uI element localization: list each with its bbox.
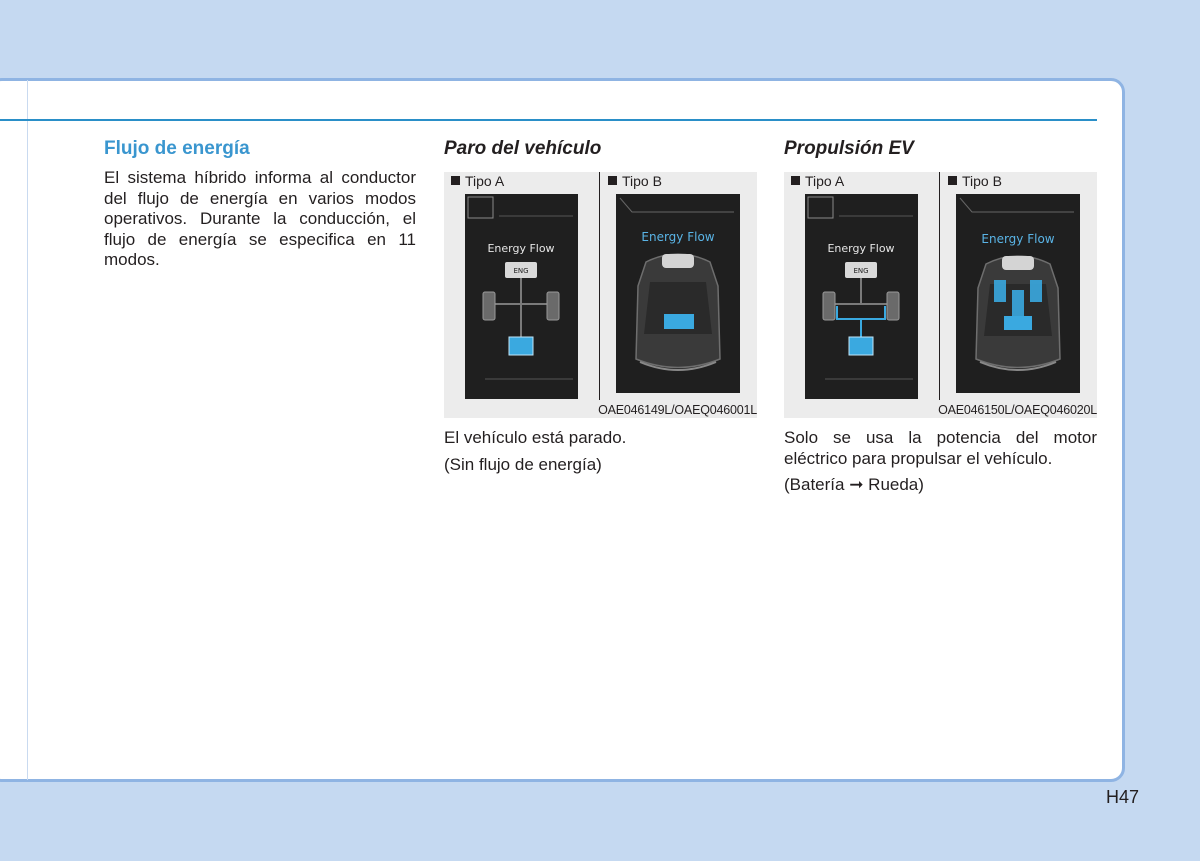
svg-text:ENG: ENG	[853, 267, 869, 275]
ev-propulsion-figure	[784, 172, 1097, 418]
energy-flow-screen-type-a	[805, 194, 918, 399]
screen-title: Energy Flow	[981, 232, 1055, 246]
type-b-label: Tipo B	[948, 173, 1002, 189]
battery-icon	[849, 337, 873, 355]
energy-flow-screen-type-b	[616, 194, 740, 393]
engine-icon	[662, 254, 694, 268]
image-code: OAE046149L/OAEQ046001L	[598, 403, 757, 417]
ev-propulsion-section	[784, 138, 1097, 496]
energy-flow-screen-type-b	[956, 194, 1080, 393]
intro-paragraph: El sistema híbrido informa al conductor del flujo de energía en varios modos operativos. Durante la conducción, el flujo de energía se especifica en 11 modos.	[104, 168, 416, 269]
screen-title: Energy Flow	[827, 242, 895, 255]
type-a-label: Tipo A	[451, 173, 504, 189]
screen-title: Energy Flow	[487, 242, 555, 255]
wheel-left-icon	[483, 292, 495, 320]
ev-propulsion-title: Propulsión EV	[784, 138, 914, 159]
energy-flow-screen-type-a	[465, 194, 578, 399]
type-b-label: Tipo B	[608, 173, 662, 189]
wheel-left-icon	[823, 292, 835, 320]
battery-icon	[509, 337, 533, 355]
svg-text:ENG: ENG	[513, 267, 529, 275]
vehicle-stop-note: (Sin flujo de energía)	[444, 454, 602, 474]
vehicle-stop-figure	[444, 172, 757, 418]
page-number: H47	[1106, 787, 1140, 807]
intro-section	[104, 138, 416, 271]
vehicle-stop-description: El vehículo está parado.	[444, 428, 627, 447]
image-code: OAE046150L/OAEQ046020L	[938, 403, 1097, 417]
section-heading: Flujo de energía	[104, 138, 250, 159]
vehicle-stop-title: Paro del vehículo	[444, 138, 602, 159]
battery-icon	[1004, 316, 1032, 330]
type-a-label: Tipo A	[791, 173, 844, 189]
square-bullet-icon	[451, 176, 460, 185]
screen-title: Energy Flow	[641, 230, 715, 244]
wheel-right-icon	[547, 292, 559, 320]
top-rule	[0, 119, 1097, 121]
vehicle-stop-section	[444, 138, 757, 475]
ev-propulsion-note: (Batería ➞ Rueda)	[784, 475, 924, 494]
figure-divider	[939, 172, 940, 400]
wheel-right-icon	[887, 292, 899, 320]
square-bullet-icon	[608, 176, 617, 185]
square-bullet-icon	[791, 176, 800, 185]
figure-divider	[599, 172, 600, 400]
battery-icon	[664, 314, 694, 329]
margin-line	[27, 80, 28, 780]
engine-icon	[1002, 256, 1034, 270]
ev-propulsion-description: Solo se usa la potencia del motor eléctrico para propulsar el vehículo.	[784, 428, 1097, 468]
square-bullet-icon	[948, 176, 957, 185]
